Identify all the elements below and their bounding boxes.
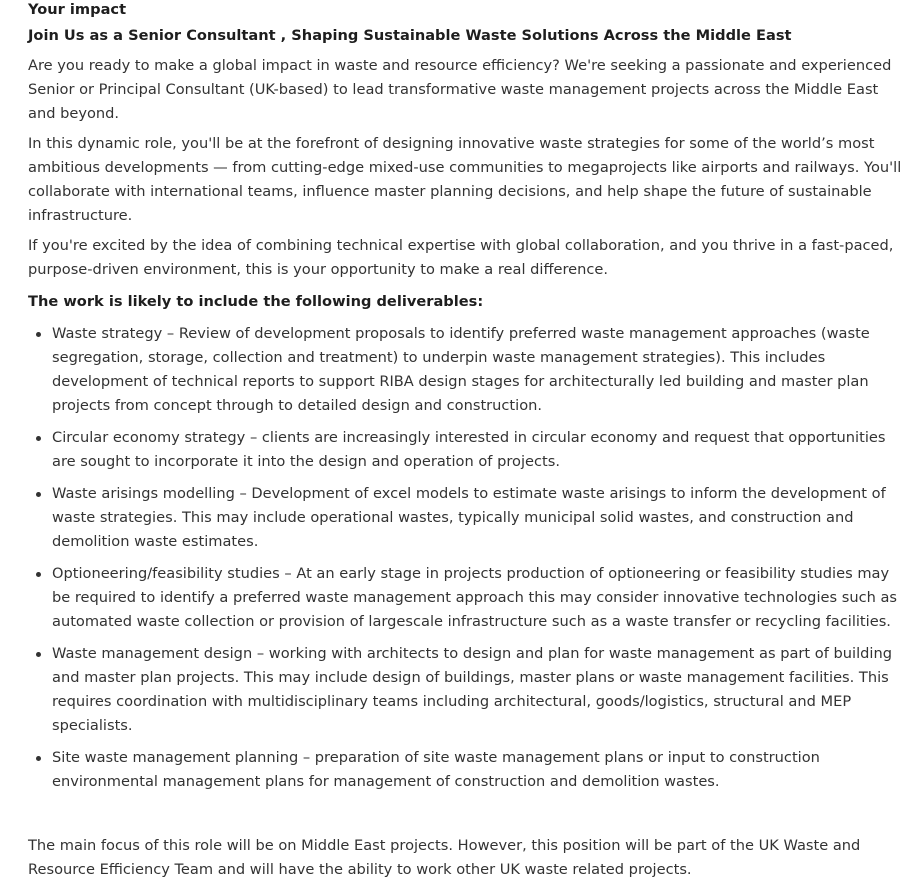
join-title: Join Us as a Senior Consultant , Shaping Sustainable Waste Solutions Across the Middle East bbox=[28, 27, 792, 44]
deliverable-text: Waste management design – working with architects to design and plan for waste management as part of building and master plan projects. This may include design of buildings, master plans or waste management facilities. This requires coordination with multidisciplinary teams including architectural, goods/logistics, structural and MEP specialists. bbox=[52, 645, 892, 734]
list-item bbox=[28, 482, 908, 554]
bullet-icon bbox=[36, 652, 41, 657]
deliverable-text: Optioneering/feasibility studies – At an early stage in projects production of optioneering or feasibility studies may be required to identify a preferred waste management approach this may consider innovative technologies such as automated waste collection or provision of largescale infrastructure such as a waste transfer or recycling facilities. bbox=[52, 565, 898, 630]
list-item bbox=[28, 426, 908, 474]
job-description bbox=[28, 0, 908, 882]
bullet-icon bbox=[36, 436, 41, 441]
bullet-icon bbox=[36, 572, 41, 577]
deliverables-list bbox=[28, 322, 908, 794]
bullet-icon bbox=[36, 492, 41, 497]
bullet-icon bbox=[36, 756, 41, 761]
list-item bbox=[28, 642, 908, 738]
deliverables-heading: The work is likely to include the following deliverables: bbox=[28, 293, 484, 310]
list-item bbox=[28, 562, 908, 634]
bullet-icon bbox=[36, 332, 41, 337]
deliverable-text: Site waste management planning – preparation of site waste management plans or input to construction environmental management plans for management of construction and demolition wastes. bbox=[52, 749, 820, 790]
role-paragraph: In this dynamic role, you'll be at the forefront of designing innovative waste strategies for some of the world’s most ambitious developments — from cutting-edge mixed-use communities to megaprojects like airports and railways. You'll collaborate with international teams, influence master planning decisions, and help shape the future of sustainable infrastructure. bbox=[28, 135, 902, 224]
opportunity-paragraph: If you're excited by the idea of combining technical expertise with global collaboration, and you thrive in a fast-paced, purpose-driven environment, this is your opportunity to make a real difference. bbox=[28, 237, 894, 278]
intro-paragraph: Are you ready to make a global impact in waste and resource efficiency? We're seeking a passionate and experienced Senior or Principal Consultant (UK-based) to lead transformative waste management projects across the Middle East and beyond. bbox=[28, 57, 892, 122]
section-title: Your impact bbox=[28, 1, 127, 18]
deliverable-text: Circular economy strategy – clients are increasingly interested in circular economy and request that opportunities are sought to incorporate it into the design and operation of projects. bbox=[52, 429, 886, 470]
closing-paragraph: The main focus of this role will be on Middle East projects. However, this position will be part of the UK Waste and Resource Efficiency Team and will have the ability to work other UK waste related projects. bbox=[28, 837, 861, 878]
list-item bbox=[28, 746, 908, 794]
deliverable-text: Waste strategy – Review of development proposals to identify preferred waste management approaches (waste segregation, storage, collection and treatment) to underpin waste management strategies). This includes development of technical reports to support RIBA design stages for architecturally led building and master plan projects from concept through to detailed design and construction. bbox=[52, 325, 870, 414]
list-item bbox=[28, 322, 908, 418]
deliverable-text: Waste arisings modelling – Development of excel models to estimate waste arisings to inform the development of waste strategies. This may include operational wastes, typically municipal solid wastes, and construction and demolition waste estimates. bbox=[52, 485, 886, 550]
